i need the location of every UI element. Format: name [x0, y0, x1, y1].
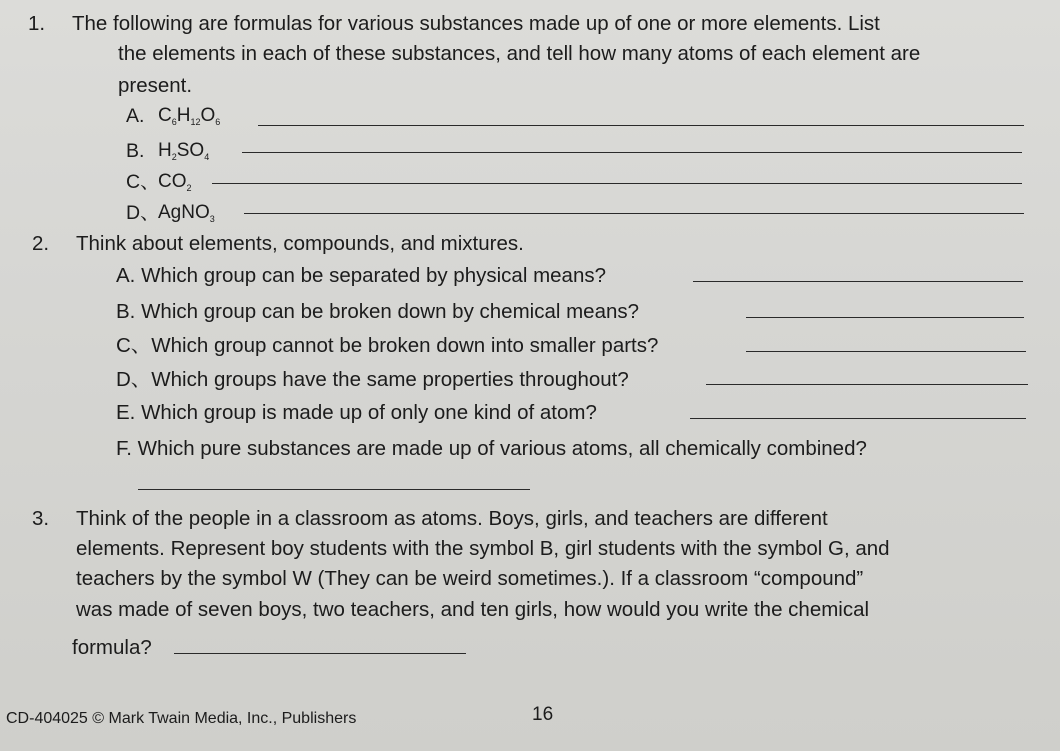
q2-item-c: C、Which group cannot be broken down into smaller parts? [116, 334, 659, 357]
answer-line[interactable] [693, 281, 1023, 282]
q2-number: 2. [32, 232, 50, 255]
q2-item-b: B. Which group can be broken down by chemical means? [116, 300, 640, 323]
answer-line[interactable] [244, 213, 1024, 214]
formula-co2: $CO_2$ [158, 171, 192, 193]
q2-item-e: E. Which group is made up of only one kind of atom? [116, 401, 597, 424]
q3-line4: was made of seven boys, two teachers, and ten girls, how would you write the chemical [76, 598, 870, 621]
answer-line[interactable] [746, 317, 1024, 318]
q3-line1: Think of the people in a classroom as atoms. Boys, girls, and teachers are different [76, 507, 828, 530]
formula-c6h12o6: $C_6H_{12}O_6$ [158, 105, 221, 127]
answer-line[interactable] [242, 152, 1022, 153]
q2-item-a: A. Which group can be separated by physical means? [116, 264, 606, 287]
answer-line[interactable] [138, 489, 530, 490]
formula-agno3: AgNO$_3$ [158, 202, 215, 224]
q3-line2: elements. Represent boy students with the symbol B, girl students with the symbol G, and [76, 537, 890, 560]
item-letter: B. [126, 140, 145, 162]
q2-item-f: F. Which pure substances are made up of various atoms, all chemically combined? [116, 437, 867, 460]
answer-line[interactable] [258, 125, 1024, 126]
q1-text-line2: the elements in each of these substances, and tell how many atoms of each element are [118, 42, 921, 65]
q3-line5: formula? [72, 636, 152, 659]
q3-number: 3. [32, 507, 50, 530]
q3-line3: teachers by the symbol W (They can be weird sometimes.). If a classroom “compound” [76, 567, 864, 590]
page-number: 16 [532, 704, 554, 725]
answer-line[interactable] [212, 183, 1022, 184]
q2-item-d: D、Which groups have the same properties throughout? [116, 368, 629, 391]
q2-heading: Think about elements, compounds, and mixtures. [76, 232, 524, 255]
item-letter: D、 [126, 202, 160, 224]
q1-text-line3: present. [118, 74, 193, 97]
answer-line[interactable] [174, 653, 466, 654]
q1-text-line1: The following are formulas for various substances made up of one or more elements. List [72, 12, 880, 35]
answer-line[interactable] [690, 418, 1026, 419]
answer-line[interactable] [746, 351, 1026, 352]
answer-line[interactable] [706, 384, 1028, 385]
footer-credit: CD-404025 © Mark Twain Media, Inc., Publishers [6, 710, 357, 727]
formula-h2so4: $H_2SO_4$ [158, 140, 210, 162]
q1-number: 1. [28, 12, 46, 35]
item-letter: A. [126, 105, 145, 127]
item-letter: C、 [126, 171, 160, 193]
